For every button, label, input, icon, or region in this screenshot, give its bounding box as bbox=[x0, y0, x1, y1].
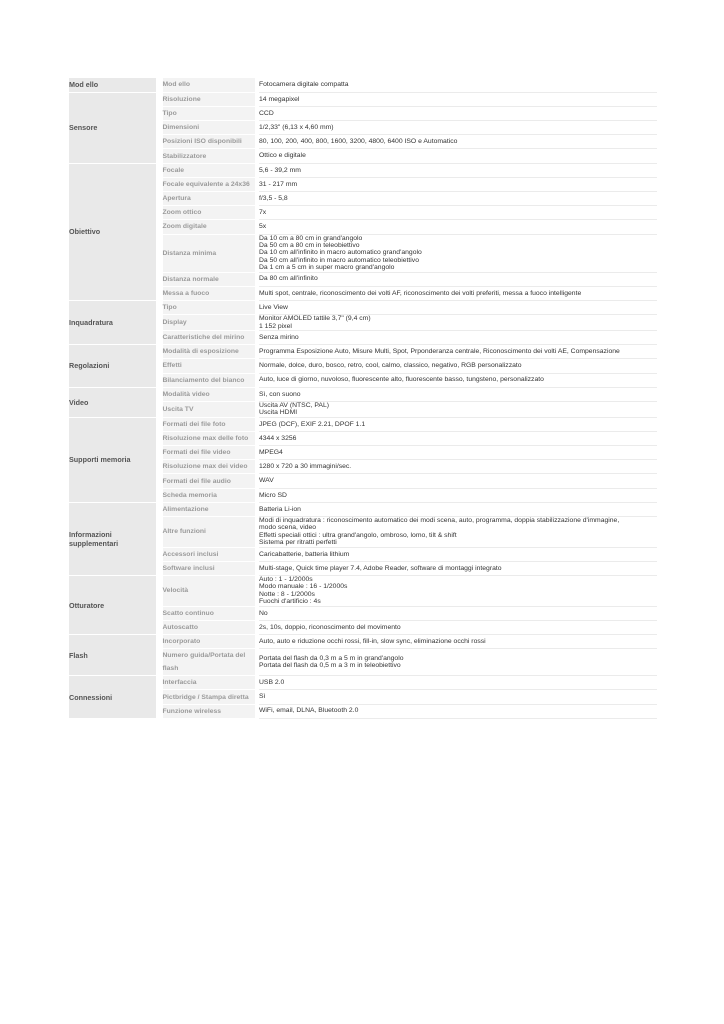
spec-value: Senza mirino bbox=[257, 330, 657, 344]
category-cell: Video bbox=[69, 387, 159, 417]
spec-label: Scatto continuo bbox=[159, 606, 257, 620]
spec-label: Numero guida/Portata del flash bbox=[159, 649, 257, 676]
table-row bbox=[69, 300, 657, 314]
spec-label: Apertura bbox=[159, 192, 257, 206]
category-cell: Otturatore bbox=[69, 576, 159, 635]
spec-label: Zoom digitale bbox=[159, 220, 257, 234]
spec-label: Stabilizzatore bbox=[159, 149, 257, 163]
spec-value: Caricabatterie, batteria lithium bbox=[257, 547, 657, 561]
spec-value: WiFi, email, DLNA, Bluetooth 2.0 bbox=[257, 704, 657, 718]
spec-label: Distanza minima bbox=[159, 234, 257, 272]
spec-label: Caratteristiche del mirino bbox=[159, 330, 257, 344]
table-row bbox=[69, 417, 657, 431]
spec-value: Multi spot, centrale, riconoscimento dei volti AF, riconoscimento dei volti preferiti, messa a fuoco intelligente bbox=[257, 286, 657, 300]
spec-label: Formati dei file video bbox=[159, 446, 257, 460]
spec-value: Normale, dolce, duro, bosco, retro, cool, calmo, classico, negativo, RGB personalizzato bbox=[257, 359, 657, 373]
spec-label: Modalità video bbox=[159, 387, 257, 401]
spec-label: Alimentazione bbox=[159, 502, 257, 516]
spec-label: Pictbridge / Stampa diretta bbox=[159, 690, 257, 704]
table-row bbox=[69, 635, 657, 649]
spec-label: Software inclusi bbox=[159, 561, 257, 575]
spec-value: Sì, con suono bbox=[257, 387, 657, 401]
spec-label: Velocità bbox=[159, 576, 257, 607]
spec-label: Zoom ottico bbox=[159, 206, 257, 220]
table-row bbox=[69, 78, 657, 92]
spec-label: Altre funzioni bbox=[159, 517, 257, 548]
spec-value: Live View bbox=[257, 300, 657, 314]
spec-value: Ottico e digitale bbox=[257, 149, 657, 163]
spec-label: Posizioni ISO disponibili bbox=[159, 135, 257, 149]
spec-label: Formati dei file audio bbox=[159, 474, 257, 488]
spec-label: Risoluzione max delle foto bbox=[159, 431, 257, 445]
category-cell: Obiettivo bbox=[69, 163, 159, 300]
spec-value: Auto : 1 - 1/2000s Modo manuale : 16 - 1/2000s Notte : 8 - 1/2000s Fuochi d'artificio : 4s bbox=[257, 576, 657, 607]
spec-value: 1280 x 720 a 30 immagini/sec. bbox=[257, 460, 657, 474]
spec-value: 5,6 - 39,2 mm bbox=[257, 163, 657, 177]
spec-value: Monitor AMOLED tattile 3,7" (9,4 cm) 1 152 pixel bbox=[257, 315, 657, 331]
spec-label: Tipo bbox=[159, 300, 257, 314]
spec-label: Focale bbox=[159, 163, 257, 177]
category-cell: Informazioni supplementari bbox=[69, 502, 159, 575]
spec-label: Messa a fuoco bbox=[159, 286, 257, 300]
spec-value: MPEG4 bbox=[257, 446, 657, 460]
table-row bbox=[69, 345, 657, 359]
spec-value: 5x bbox=[257, 220, 657, 234]
category-cell: Connessioni bbox=[69, 676, 159, 719]
spec-value: 2s, 10s, doppio, riconoscimento del movimento bbox=[257, 620, 657, 634]
spec-value: Auto, auto e riduzione occhi rossi, fill-in, slow sync, eliminazione occhi rossi bbox=[257, 635, 657, 649]
spec-label: Modalità di esposizione bbox=[159, 345, 257, 359]
spec-label: Risoluzione bbox=[159, 92, 257, 106]
spec-value: 4344 x 3256 bbox=[257, 431, 657, 445]
spec-value: 14 megapixel bbox=[257, 92, 657, 106]
category-cell: Flash bbox=[69, 635, 159, 676]
spec-value: 7x bbox=[257, 206, 657, 220]
spec-value: Uscita AV (NTSC, PAL) Uscita HDMI bbox=[257, 401, 657, 417]
table-row bbox=[69, 502, 657, 516]
spec-value: Programma Esposizione Auto, Misure Multi, Spot, Prponderanza centrale, Riconoscimento dei volti AE, Compensazione bbox=[257, 345, 657, 359]
category-cell: Inquadratura bbox=[69, 300, 159, 344]
spec-value: 80, 100, 200, 400, 800, 1600, 3200, 4800, 6400 ISO e Automatico bbox=[257, 135, 657, 149]
spec-value: 1/2,33" (6,13 x 4,60 mm) bbox=[257, 121, 657, 135]
spec-value: Multi-stage, Quick time player 7.4, Adobe Reader, software di montaggi integrato bbox=[257, 561, 657, 575]
spec-label: Tipo bbox=[159, 106, 257, 120]
spec-label: Focale equivalente a 24x36 bbox=[159, 177, 257, 191]
spec-value: Modi di inquadratura : riconoscimento automatico dei modi scena, auto, programma, doppia stabilizzazione d'immagine, modo scena, video Effetti speciali ottici : ultra grand'angolo, ombroso, lomo, tilt & shift Sistema per ritratti perfetti bbox=[257, 517, 657, 548]
spec-label: Incorporato bbox=[159, 635, 257, 649]
spec-label: Bilanciamento del bianco bbox=[159, 373, 257, 387]
category-cell: Regolazioni bbox=[69, 345, 159, 388]
spec-value: No bbox=[257, 606, 657, 620]
category-cell: Supporti memoria bbox=[69, 417, 159, 502]
spec-value: Fotocamera digitale compatta bbox=[257, 78, 657, 92]
spec-label: Mod ello bbox=[159, 78, 257, 92]
category-cell: Mod ello bbox=[69, 78, 159, 92]
spec-label: Distanza normale bbox=[159, 272, 257, 286]
spec-value: Micro SD bbox=[257, 488, 657, 502]
spec-label: Effetti bbox=[159, 359, 257, 373]
spec-value: Da 80 cm all'infinito bbox=[257, 272, 657, 286]
spec-value: Auto, luce di giorno, nuvoloso, fluorescente alto, fluorescente basso, tungsteno, personalizzato bbox=[257, 373, 657, 387]
spec-label: Risoluzione max dei video bbox=[159, 460, 257, 474]
spec-value: f/3,5 - 5,8 bbox=[257, 192, 657, 206]
spec-table bbox=[69, 78, 657, 719]
table-row bbox=[69, 576, 657, 607]
table-row bbox=[69, 387, 657, 401]
spec-label: Uscita TV bbox=[159, 401, 257, 417]
spec-value: Da 10 cm a 80 cm in grand'angolo Da 50 cm a 80 cm in teleobiettivo Da 10 cm all'infinito in macro automatico grand'angolo Da 50 cm all'infinito in macro automatico teleobiettivo Da 1 cm a 5 cm in super macro grand'angolo bbox=[257, 234, 657, 272]
spec-label: Scheda memoria bbox=[159, 488, 257, 502]
spec-value: CCD bbox=[257, 106, 657, 120]
spec-label: Autoscatto bbox=[159, 620, 257, 634]
spec-label: Funzione wireless bbox=[159, 704, 257, 718]
spec-value: Portata del flash da 0,3 m a 5 m in grand'angolo Portata del flash da 0,5 m a 3 m in teleobiettivo bbox=[257, 649, 657, 676]
spec-value: USB 2.0 bbox=[257, 676, 657, 690]
spec-value: 31 - 217 mm bbox=[257, 177, 657, 191]
spec-label: Interfaccia bbox=[159, 676, 257, 690]
spec-label: Formati dei file foto bbox=[159, 417, 257, 431]
spec-value: JPEG (DCF), EXIF 2.21, DPOF 1.1 bbox=[257, 417, 657, 431]
table-row bbox=[69, 676, 657, 690]
category-cell: Sensore bbox=[69, 92, 159, 163]
spec-label: Display bbox=[159, 315, 257, 331]
spec-label: Dimensioni bbox=[159, 121, 257, 135]
spec-label: Accessori inclusi bbox=[159, 547, 257, 561]
spec-value: Batteria Li-ion bbox=[257, 502, 657, 516]
spec-value: Sì bbox=[257, 690, 657, 704]
table-row bbox=[69, 163, 657, 177]
spec-value: WAV bbox=[257, 474, 657, 488]
table-row bbox=[69, 92, 657, 106]
